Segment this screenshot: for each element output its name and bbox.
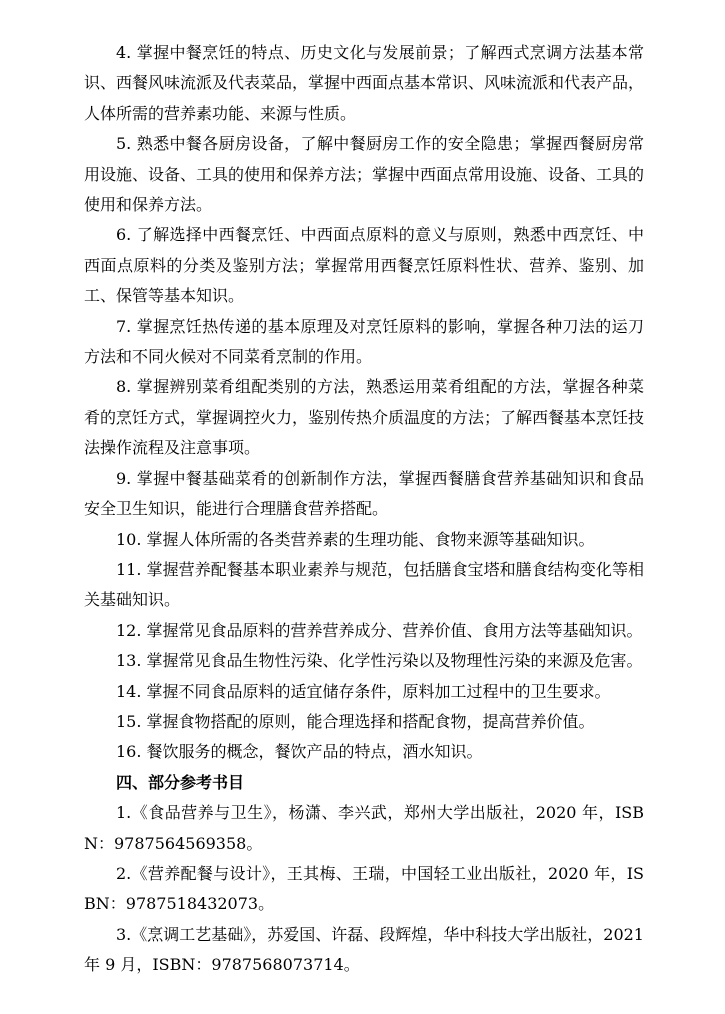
document-page — [84, 38, 644, 981]
section-heading: 四、部分参考书目 — [116, 772, 245, 792]
list-item-7: 7. 掌握烹饪热传递的基本原理及对烹饪原料的影响，掌握各种刀法的运刀方法和不同火候对不同菜肴烹制的作用。 — [84, 316, 644, 367]
reference-item-1: 1.《食品营养与卫生》，杨潇、李兴武，郑州大学出版社，2020 年，ISBN：9787564569358。 — [84, 803, 644, 853]
list-item-9: 9. 掌握中餐基础菜肴的创新制作方法，掌握西餐膳食营养基础知识和食品安全卫生知识，能进行合理膳食营养搭配。 — [84, 468, 644, 519]
list-item-11: 11. 掌握营养配餐基本职业素养与规范，包括膳食宝塔和膳食结构变化等相关基础知识。 — [84, 559, 644, 610]
list-item-13: 13. 掌握常见食品生物性污染、化学性污染以及物理性污染的来源及危害。 — [116, 651, 643, 671]
list-item-15: 15. 掌握食物搭配的原则，能合理选择和搭配食物，提高营养价值。 — [116, 711, 595, 731]
list-item-4: 4. 掌握中餐烹饪的特点、历史文化与发展前景；了解西式烹调方法基本常识、西餐风味流派及代表菜品，掌握中西面点基本常识、风味流派和代表产品，人体所需的营养素功能、来源与性质。 — [84, 43, 645, 123]
list-item-8: 8. 掌握辨别菜肴组配类别的方法，熟悉运用菜肴组配的方法，掌握各种菜肴的烹饪方式，掌握调控火力，鉴别传热介质温度的方法；了解西餐基本烹饪技法操作流程及注意事项。 — [84, 377, 645, 458]
list-item-14: 14. 掌握不同食品原料的适宜储存条件，原料加工过程中的卫生要求。 — [116, 681, 611, 701]
list-item-10: 10. 掌握人体所需的各类营养素的生理功能、食物来源等基础知识。 — [116, 529, 595, 549]
list-item-5: 5. 熟悉中餐各厨房设备，了解中餐厨房工作的安全隐患；掌握西餐厨房常用设施、设备、工具的使用和保养方法；掌握中西面点常用设施、设备、工具的使用和保养方法。 — [84, 134, 645, 215]
reference-item-2: 2.《营养配餐与设计》，王其梅、王瑞，中国轻工业出版社，2020 年，ISBN：9787518432073。 — [84, 863, 644, 914]
list-item-6: 6. 了解选择中西餐烹饪、中西面点原料的意义与原则，熟悉中西烹饪、中西面点原料的分类及鉴别方法；掌握常用西餐烹饪原料性状、营养、鉴别、加工、保管等基本知识。 — [84, 225, 644, 306]
reference-item-3: 3.《烹调工艺基础》，苏爱国、许磊、段辉煌，华中科技大学出版社，2021 年 9 月，ISBN：9787568073714。 — [84, 924, 644, 975]
list-item-16: 16. 餐饮服务的概念，餐饮产品的特点，酒水知识。 — [116, 742, 483, 762]
list-item-12: 12. 掌握常见食品原料的营养营养成分、营养价值、食用方法等基础知识。 — [116, 620, 643, 640]
